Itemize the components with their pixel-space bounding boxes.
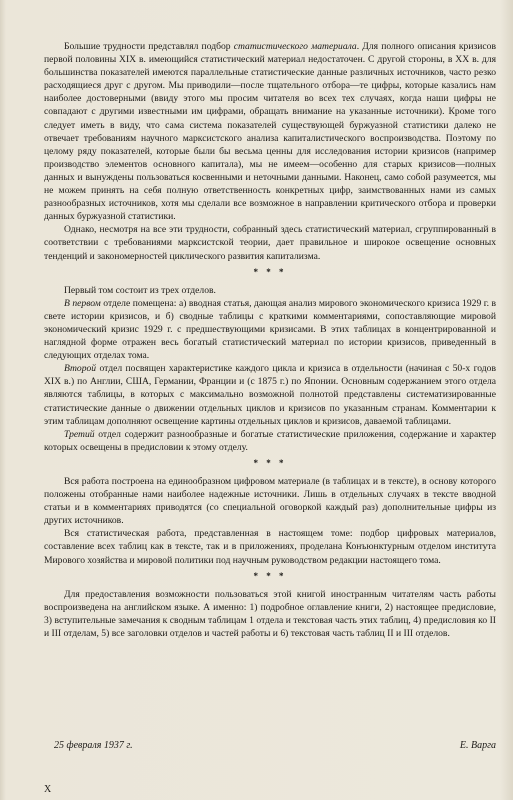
author: Е. Варга (459, 740, 496, 751)
paragraph-statistical-work: Вся статистическая работа, представленная в настоящем томе: подбор цифровых материалов, составление всех таблиц как в тексте, так и в приложениях, проделана Конъюнктурным отделом института Мирового хозяйства и мировой политики под научным руководством редакции настоящего тома. (44, 528, 496, 566)
section-separator: * * * (253, 570, 287, 581)
section-separator: * * * (253, 457, 287, 468)
paragraph-uniform-data: Вся работа построена на единообразном цифровом материале (в таблицах и в тексте), в основу которого положены отобранные нами наиболее надежные источники. Лишь в отдельных случаях в тексте вводной статьи и в комментариях приводятся (со специальной оговоркой каждый раз) дополнительные цифры из других источников. (44, 476, 496, 527)
body-text (44, 40, 496, 640)
italic-term: Третий (64, 428, 95, 440)
paragraph-three-sections: Первый том состоит из трех отделов. (64, 284, 216, 296)
paragraph-first-section: В первом отделе помещена: а) вводная статья, дающая анализ мирового экономического кризиса 1929 г. в свете истории кризисов, и б) сводные таблицы с краткими комментариями, сопоставляющие мировой экономический кризис 1929 г. с предшествующими кризисами. В этих таблицах в концентрированной и наглядной форме отражен весь богатый статистический материал по истории кризисов, приведенный в следующих отделах тома. (44, 297, 497, 362)
paragraph-foreign-readers: Для предоставления возможности пользоваться этой книгой иностранным читателям часть работы воспроизведена на английском языке. А именно: 1) подробное оглавление книги, 2) настоящее предисловие, 3) вступительные замечания к сводным таблицам 1 отдела и текстовая часть этих таблиц, 4) предисловия ко II и III отделам, 5) все заголовки отделов и частей работы и 6) текстовая часть таблиц II и III отделов. (44, 588, 496, 640)
section-separator: * * * (253, 266, 287, 277)
paragraph-statistics: Большие трудности представлял подбор статистического материала. Для полного описания кризисов первой половины XIX в. имеющийся статистический материал недостаточен. С другой стороны, в XX в. для большинства показателей имеются параллельные статистические данные различных источников, часто резко расходящиеся друг с другом. Мы приводили—после тщательного отбора—те цифры, которые казались нам наиболее достоверными (ввиду этого мы просим читателя во всех тех случаях, когда наши цифры не совпадают с другими известными им цифрами, обращать внимание на указанные источники). Кроме того следует иметь в виду, что сама система показателей существующей буржуазной статистики далеко не отвечает требованиям научного марксистского анализа капиталистического воспроизводства. Поэтому по целому ряду показателей, которые были бы весьма ценны для исследования истории кризисов (например производство элементов основного капитала), мы не имеем—особенно для старых кризисов—полных данных и вынуждены пользоваться косвенными и неточными данными. Наконец, само собой разумеется, мы не можем принять на себя полную ответственность конкретных цифр, заимствованных нами из самых разнообразных источников, хотя мы сделали все возможное в направлении критического отбора и проверки данных буржуазной статистики. (44, 41, 497, 223)
italic-term: статистического материала (233, 41, 357, 52)
italic-term: Второй (64, 363, 97, 375)
date: 25 февраля 1937 г. (54, 740, 133, 751)
paragraph-third-section: Третий отдел содержит разнообразные и богатые статистические приложения, содержание и характер которых освещены в предисловии к этому отделу. (44, 428, 496, 453)
italic-term: В первом (64, 297, 101, 309)
page-number: X (44, 784, 52, 795)
paragraph-second-section: Второй отдел посвящен характеристике каждого цикла и кризиса в отдельности (начиная с 50-х годов XIX в.) по Англии, США, Германии, Франции и (с 1875 г.) по Японии. Основным содержанием этого отдела являются таблицы, в которых с максимально возможной полнотой представлены систематизированные статистические данные о движении отдельных циклов и кризисов по указанным странам. Комментарии к этим таблицам дополняют освещение картины отдельных циклов и кризисов, даваемой таблицами. (44, 363, 496, 427)
paragraph-however: Однако, несмотря на все эти трудности, собранный здесь статистический материал, сгруппированный в соответствии с требованиями марксистской теории, дает правильное и широкое освещение основных тенденций и закономерностей циклического развития капитализма. (44, 224, 496, 262)
